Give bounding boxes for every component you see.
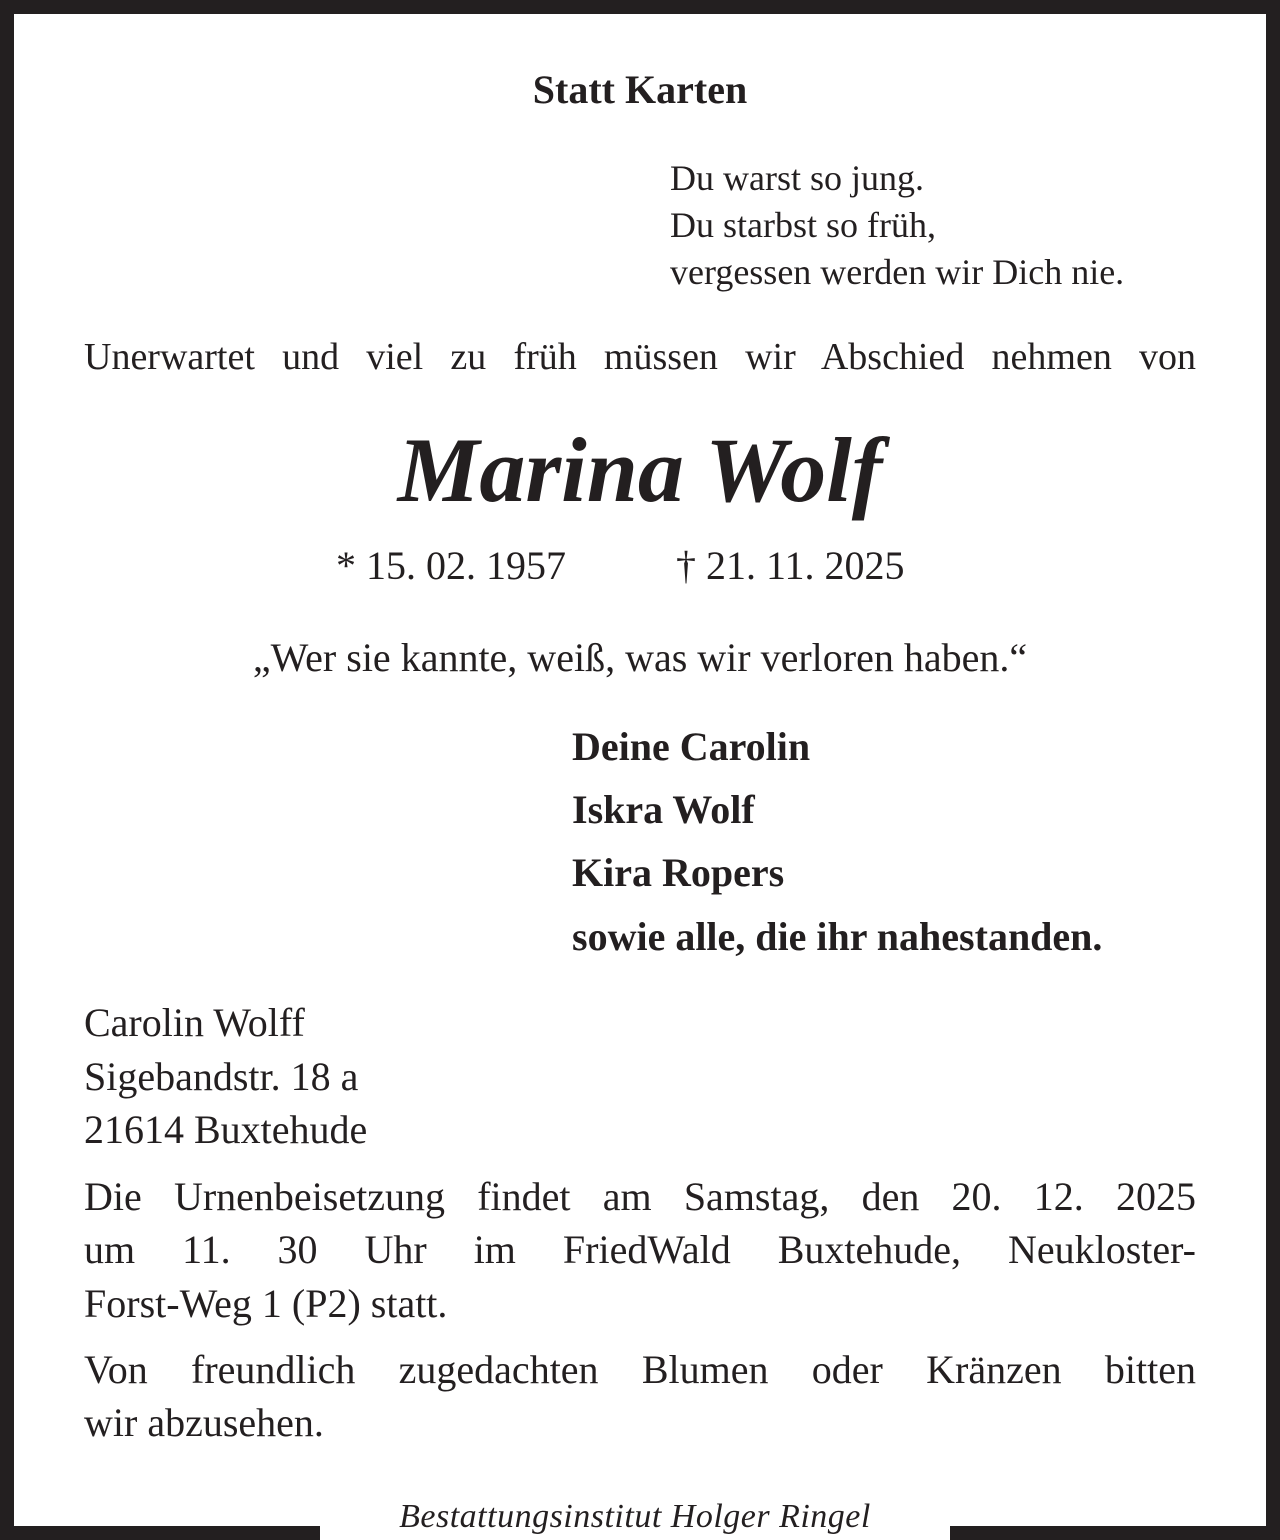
flowers-note-line: wir abzusehen. <box>84 1400 324 1445</box>
mourner-name: Kira Ropers <box>572 850 785 895</box>
flowers-note-line: Von freundlich zugedachten Blumen oder Kränzen bitten <box>84 1347 1196 1392</box>
memorial-quote: „Wer sie kannte, weiß, was wir verloren haben.“ <box>252 635 1028 680</box>
poem-line: Du starbst so früh, <box>670 205 936 245</box>
burial-info-line: um 11. 30 Uhr im FriedWald Buxtehude, Neukloster- <box>84 1227 1196 1272</box>
poem-line: vergessen werden wir Dich nie. <box>670 252 1125 292</box>
address-street: Sigebandstr. 18 a <box>84 1054 359 1099</box>
burial-info-line: Die Urnenbeisetzung findet am Samstag, den 20. 12. 2025 <box>84 1174 1196 1219</box>
address-name: Carolin Wolff <box>84 1000 305 1045</box>
intro-text: Unerwartet und viel zu früh müssen wir Abschied nehmen von <box>84 336 1196 378</box>
mourner-name: Deine Carolin <box>572 724 811 769</box>
funeral-home-name: Bestattungsinstitut Holger Ringel <box>399 1498 871 1535</box>
poem-line: Du warst so jung. <box>670 158 924 198</box>
burial-info-line: Forst-Weg 1 (P2) statt. <box>84 1281 448 1326</box>
death-date: † 21. 11. 2025 <box>676 543 905 588</box>
mourner-closing: sowie alle, die ihr nahestanden. <box>572 914 1103 959</box>
notice-heading: Statt Karten <box>532 67 748 112</box>
birth-date: * 15. 02. 1957 <box>336 543 566 588</box>
mourner-name: Iskra Wolf <box>572 787 755 832</box>
deceased-name: Marina Wolf <box>397 419 883 521</box>
address-city: 21614 Buxtehude <box>84 1107 368 1152</box>
